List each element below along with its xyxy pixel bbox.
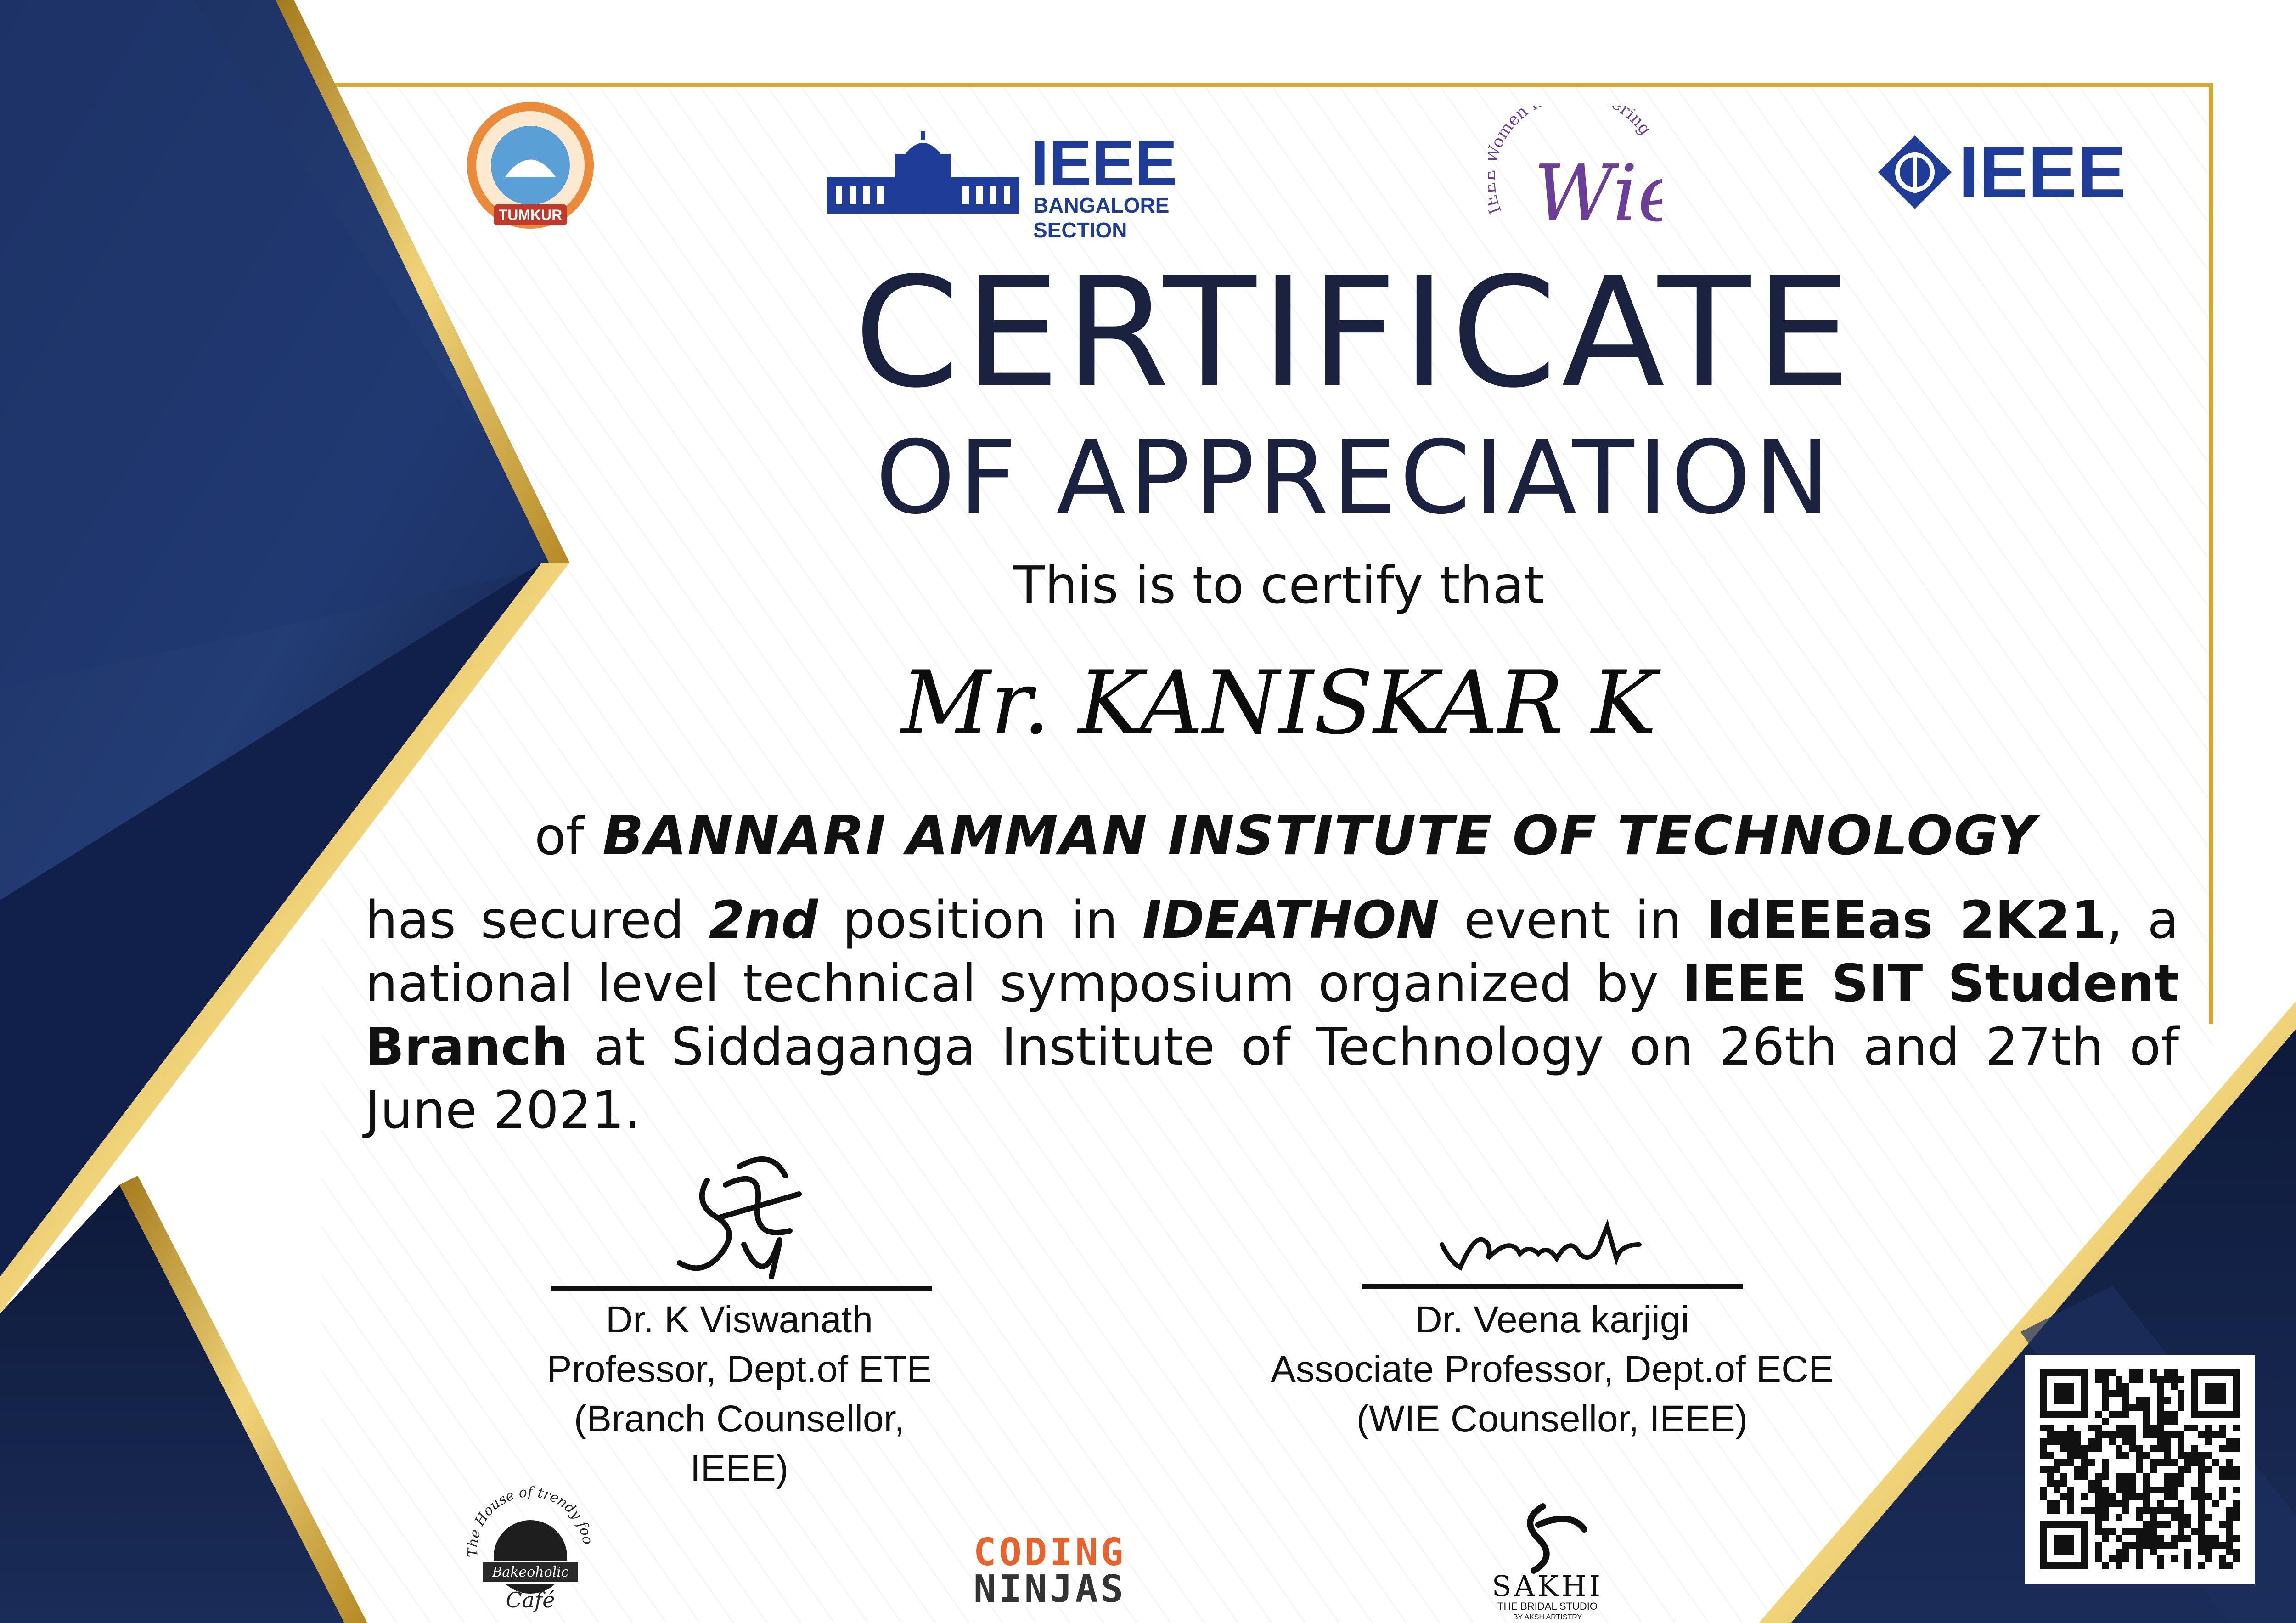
sakhi-logo	[1479, 1497, 1616, 1621]
signatory-left-name: Dr. K Viswanath	[606, 1299, 873, 1341]
of-label: of	[534, 807, 584, 867]
college-line	[459, 804, 2112, 867]
organizer-name: IEEE SIT Student Branch	[365, 954, 2179, 1077]
sakhi-sub2: BY AKSH ARTISTRY	[1513, 1613, 1582, 1621]
sit-emblem-icon	[461, 99, 599, 241]
signatory-left-role: Professor, Dept.of ETE	[546, 1348, 932, 1390]
ieee-logo	[1876, 133, 2142, 216]
sit-city-label: TUMKUR	[498, 207, 563, 223]
coding-ninjas-line1: CODING	[974, 1531, 1126, 1574]
achievement-text	[365, 889, 2179, 1142]
body-text-5: at Siddaganga Institute of Technology on 26th and 27th of June 2021.	[365, 1017, 2179, 1140]
event-name: IDEATHON	[1142, 890, 1440, 950]
bakeoholic-cafe-icon	[459, 1483, 602, 1621]
certificate-title: CERTIFICATE	[854, 245, 1856, 421]
bakeoholic-arc-text: The House of trendy foo	[464, 1484, 596, 1558]
wie-mark: Wi	[1534, 148, 1638, 234]
signatory-right	[1267, 1194, 1834, 1451]
wie-icon	[1488, 106, 1662, 234]
bakeoholic-logo	[459, 1483, 602, 1621]
ieee-title: IEEE	[1958, 131, 2126, 213]
position-value: 2nd	[709, 890, 818, 950]
body-text-4: , a national level technical symposium organized by	[365, 890, 2179, 1014]
signature-line-right	[1362, 1284, 1743, 1289]
qr-code[interactable]	[2025, 1355, 2255, 1584]
sakhi-name: SAKHI	[1491, 1569, 1604, 1603]
signatory-left-note: (Branch Counsellor, IEEE)	[574, 1398, 905, 1489]
signature-viswanath-icon	[652, 1139, 836, 1291]
ieee-diamond-icon	[1876, 133, 1954, 211]
recipient-name: Mr. KANISKAR K	[901, 652, 1657, 754]
ieee-bangalore-logo	[827, 127, 1208, 242]
bakeoholic-sub: Café	[506, 1588, 555, 1612]
coding-ninjas-icon	[974, 1529, 1180, 1607]
ieee-bangalore-title: IEEE	[1031, 127, 1178, 199]
signatory-right-name: Dr. Veena karjigi	[1415, 1299, 1689, 1341]
wie-logo	[1488, 106, 1662, 234]
signatory-right-note: (WIE Counsellor, IEEE)	[1356, 1398, 1748, 1440]
college-name: BANNARI AMMAN INSTITUTE OF TECHNOLOGY	[602, 804, 2037, 867]
fest-name: IdEEEas 2K21	[1706, 890, 2107, 950]
wie-arc-text: omen ring	[1488, 106, 1655, 151]
body-text-2: position in	[818, 890, 1142, 950]
ieee-bangalore-icon	[827, 131, 1019, 218]
signatory-right-role: Associate Professor, Dept.of ECE	[1271, 1348, 1834, 1390]
body-text-3: event in	[1439, 890, 1706, 950]
sakhi-icon	[1479, 1497, 1616, 1621]
certify-text: This is to certify that	[1013, 556, 1544, 615]
coding-ninjas-line2: NINJAS	[974, 1567, 1126, 1607]
body-text-1: has secured	[365, 890, 709, 950]
signature-veena-icon	[1437, 1217, 1658, 1277]
certificate-subtitle: OF APPRECIATION	[875, 419, 1834, 536]
signatory-left	[523, 1139, 955, 1489]
coding-ninjas-logo	[974, 1529, 1180, 1607]
qr-code-icon	[2025, 1355, 2255, 1584]
bakeoholic-name: Bakeoholic	[492, 1564, 569, 1580]
sit-logo	[461, 99, 599, 241]
ieee-bangalore-subtitle: BANGALORE SECTION	[1033, 193, 1170, 242]
sakhi-sub: THE BRIDAL STUDIO	[1497, 1600, 1598, 1612]
signature-line-left	[551, 1286, 932, 1291]
